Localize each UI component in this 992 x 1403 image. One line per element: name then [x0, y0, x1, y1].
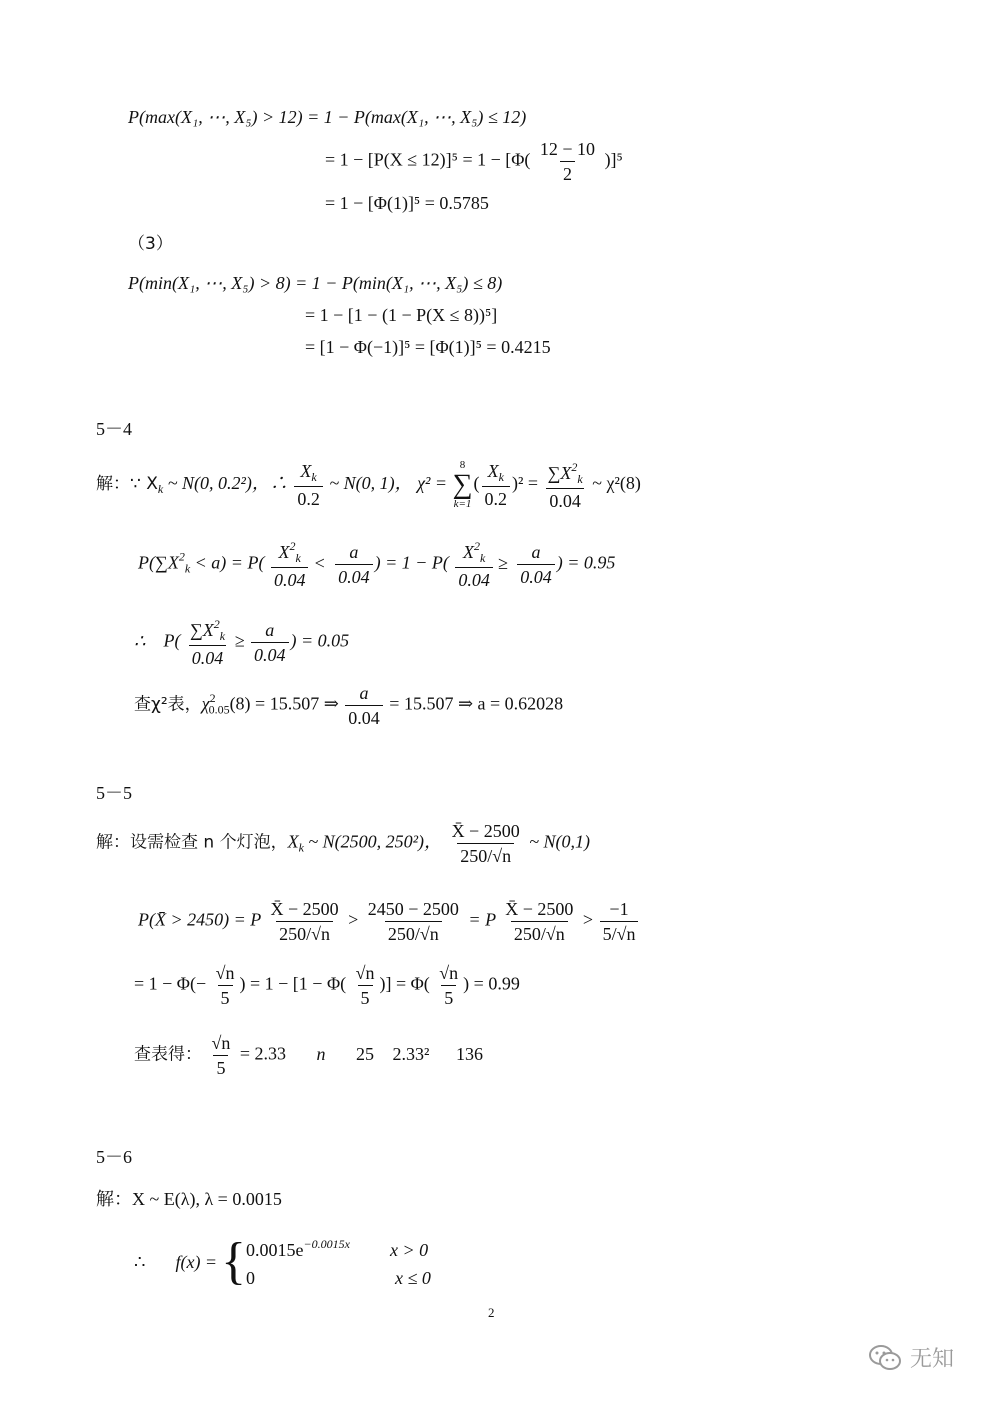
fraction-denominator: 2: [560, 161, 575, 183]
therefore-p: P(: [163, 630, 181, 651]
fraction-numerator: a: [265, 620, 275, 640]
case-block: [246, 1238, 431, 1287]
watermark: [868, 1342, 954, 1373]
fraction-numerator: $X^2_k$: [462, 539, 486, 565]
fraction-denominator: 0.04: [546, 488, 584, 510]
fraction-numerator: X̄ − 2500: [505, 899, 574, 919]
eq-max-line-2-a: = 1 − [P(X ≤ 12)]⁵ = 1 − [Φ(: [325, 149, 531, 170]
fraction-xk-over-02: [294, 462, 323, 508]
fraction-numerator: a: [531, 542, 541, 562]
therefore-symbol: ∴: [134, 1252, 146, 1272]
fraction-numerator: X̄ − 2500: [270, 899, 339, 919]
section-5-4-therefore-line: [134, 618, 349, 667]
section-5-6-solution-line: 解：X ~ E(λ), λ = 0.0015: [96, 1189, 282, 1209]
fraction-p2: [365, 900, 462, 943]
xk-symbol: X: [287, 831, 299, 852]
fraction-sqrtn-over-5-lookup: [209, 1034, 234, 1077]
eq-max-line-2: [325, 140, 623, 183]
lookup-mid: (8) = 15.507 ⇒: [229, 693, 344, 714]
section-5-5-solution-line: 解：设需检查 n 个灯泡，$X_k$ ~ N(2500, 250²)， $\frac{X̄ - 2500}{250/√n}$ ~ N(0,1): [96, 821, 590, 866]
fraction-numerator: X̄ − 2500: [451, 821, 520, 841]
fx-label: f(x) =: [175, 1252, 218, 1272]
subscript-k: k: [157, 482, 164, 497]
lookup-25: 25: [356, 1043, 375, 1064]
fraction-numerator: −1: [609, 899, 629, 919]
fraction-numerator: √n: [215, 963, 235, 983]
lookup-233-squared: 2.33²: [392, 1043, 430, 1064]
fraction-denominator: 0.04: [189, 645, 227, 667]
sum-mid-text: )² =: [512, 473, 543, 494]
fraction-xk2-over-004-b: [455, 540, 493, 589]
fraction-denominator: 0.2: [482, 486, 511, 508]
sum-upper-limit: 8: [459, 459, 466, 471]
fraction-denominator: 0.04: [345, 705, 383, 727]
phi-part-c: )] = Φ(: [379, 973, 430, 994]
gt-symbol: >: [343, 909, 363, 930]
fraction-sum-xk2-over-004-t: [187, 618, 228, 667]
fraction-denominator: 5: [218, 985, 233, 1007]
fraction-denominator: 250/√n: [457, 843, 514, 865]
fraction-xk-over-02-sum: [482, 462, 511, 508]
distribution-text-2: ~ N(0, 1)， χ² =: [329, 473, 452, 494]
chi-square-8: ~ χ²(8): [587, 473, 641, 494]
fraction-12-10-over-2: [537, 140, 598, 183]
fraction-sqrtn-over-5-a: [213, 964, 238, 1007]
eq-max-line-3: = 1 − [Φ(1)]⁵ = 0.5785: [325, 193, 489, 213]
solution-prefix: 解：设需检查 n 个灯泡，: [96, 832, 288, 853]
section-5-5-phi-line: [134, 964, 520, 1007]
section-5-5-lookup-line: [134, 1034, 483, 1077]
ge-symbol: ≥: [230, 630, 249, 651]
phi-part-b: ) = 1 − [1 − Φ(: [239, 973, 347, 994]
case-brace: {: [221, 1233, 247, 1290]
prob-lt: < a) = P(: [190, 552, 265, 573]
fraction-p1: [267, 900, 341, 943]
fraction-numerator: $X^2_k$: [278, 539, 301, 565]
fraction-numerator: √n: [355, 963, 375, 983]
fraction-denominator: 250/√n: [385, 921, 442, 943]
chi-superscript: 2: [209, 690, 216, 705]
fraction-p4: [600, 900, 639, 943]
chi-symbol: χ: [201, 693, 210, 714]
fraction-numerator: $\sum X^2_k$: [189, 617, 226, 643]
distribution-end: ~ N(0,1): [524, 831, 590, 852]
eq-min-line-3: = [1 − Φ(−1)]⁵ = [Φ(1)]⁵ = 0.4215: [305, 337, 551, 357]
solution-prefix: 解：∵ X: [96, 474, 158, 495]
gt-symbol-2: >: [578, 909, 598, 930]
fraction-denominator: 0.04: [455, 567, 493, 589]
section-5-5-heading: 5－5: [96, 783, 132, 803]
fraction-sqrtn-over-5-c: [436, 964, 461, 1007]
fraction-denominator: 0.04: [335, 564, 373, 586]
summation-symbol: 8 ∑ k=1: [452, 459, 473, 510]
eq-max-line-1: P(max(X₁, ⋯, X₅) > 12) = 1 − P(max(X₁, ⋯, X₅) ≤ 12): [128, 107, 527, 127]
fraction-numerator: $X_k$: [300, 461, 317, 484]
case-2: 0 x ≤ 0: [246, 1267, 431, 1288]
lookup-n: n: [316, 1043, 326, 1064]
fraction-numerator: 12 − 10: [539, 139, 596, 159]
phi-part-a: = 1 − Φ(−: [134, 973, 207, 994]
fraction-a-over-004-b: [517, 543, 555, 586]
fraction-a-over-004-lookup: [345, 684, 383, 727]
lookup-end: = 15.507 ⇒ a = 0.62028: [384, 693, 564, 714]
prob-end: ) = 0.95: [556, 552, 616, 573]
section-5-4-lookup-line: [134, 684, 563, 727]
fraction-denominator: 5: [358, 985, 373, 1007]
therefore-end: ) = 0.05: [290, 630, 350, 651]
eq-min-line-1: P(min(X₁, ⋯, X₅) > 8) = 1 − P(min(X₁, ⋯, X₅) ≤ 8): [128, 273, 503, 293]
eq-max-line-2-b: )]⁵: [604, 149, 623, 170]
prob-mid: ) = 1 − P(: [374, 552, 449, 573]
fraction-numerator: $\sum X^2_k$: [547, 459, 583, 486]
fraction-denominator: 0.04: [271, 567, 309, 589]
section-5-4-heading: 5－4: [96, 419, 132, 439]
section-5-6-heading: 5－6: [96, 1147, 132, 1167]
fraction-denominator: 0.2: [294, 486, 323, 508]
fraction-numerator: $X_k$: [487, 461, 504, 484]
fraction-numerator: √n: [211, 1033, 231, 1053]
page-number: 2: [488, 1305, 495, 1320]
distribution-text: ~ N(0, 0.2²)，∴: [163, 473, 293, 494]
sum-lower-limit: k=1: [453, 498, 472, 510]
fraction-denominator: 250/√n: [511, 921, 568, 943]
lookup-136: 136: [455, 1043, 483, 1064]
section-5-6-pdf: [134, 1233, 431, 1290]
lookup-prefix: 查χ²表，: [134, 694, 202, 715]
fraction-p3: [502, 900, 576, 943]
eq-min-line-2: = 1 − [1 − (1 − P(X ≤ 8))⁵]: [305, 305, 498, 325]
wechat-icon: [868, 1344, 902, 1372]
prob-start: P(X̄ > 2450) = P: [138, 909, 266, 930]
distribution-text: ~ N(2500, 250²)，: [303, 831, 443, 852]
fraction-denominator: 5: [441, 985, 456, 1007]
section-5-4-solution-line: 解：∵ $X_k$ ~ N(0, 0.2²)，∴ $\frac{X_k}{0.2}$ ~ N(0, 1)， χ² = 8 ∑ k=1 ( $\frac{X_k}{0.2}$ )² = $\frac{\sum X^2_k}{0.04}$ ~ χ²(8): [96, 459, 641, 511]
section-5-5-prob-line: [138, 900, 640, 943]
fraction-a-over-004: [335, 543, 373, 586]
fraction-xbar-standardized: [449, 822, 523, 865]
fraction-denominator: 5: [213, 1055, 228, 1077]
lookup-prefix: 查表得：: [134, 1044, 202, 1065]
fraction-a-over-004-t: [251, 621, 289, 664]
fraction-denominator: 0.04: [251, 642, 289, 664]
part-3-label: （3）: [128, 234, 173, 254]
prob-eq: = P: [463, 909, 501, 930]
prob-start: P(∑X: [138, 552, 179, 573]
fraction-denominator: 5/√n: [600, 921, 639, 943]
phi-part-d: ) = 0.99: [463, 973, 520, 994]
fraction-numerator: a: [349, 542, 359, 562]
fraction-xk2-over-004: [271, 540, 309, 589]
fraction-denominator: 250/√n: [276, 921, 333, 943]
fraction-numerator: √n: [439, 963, 459, 983]
fraction-numerator: a: [359, 683, 369, 703]
therefore-symbol: ∴: [134, 630, 146, 651]
fraction-sum-xk2-over-004: [545, 461, 586, 510]
fraction-denominator: 0.04: [517, 564, 555, 586]
case-1: $0.0015e^{-0.0015x}$ x > 0: [246, 1236, 429, 1260]
fraction-numerator: 2450 − 2500: [367, 899, 459, 919]
chi-subscript: 0.05: [208, 702, 230, 717]
lookup-eq: = 2.33: [235, 1043, 287, 1064]
section-5-4-prob-line: $P(\sum X^2_k < a) = P$( $\frac{X^2_k}{0.04}$ < $\frac{a}{0.04}$ ) = 1 − P( $\frac{X^2_k}{0.04}$ ≥ $\frac{a}{0.04}$ ) = 0.95: [138, 539, 616, 590]
fraction-sqrtn-over-5-b: [353, 964, 378, 1007]
watermark-text: 无知: [910, 1347, 955, 1372]
